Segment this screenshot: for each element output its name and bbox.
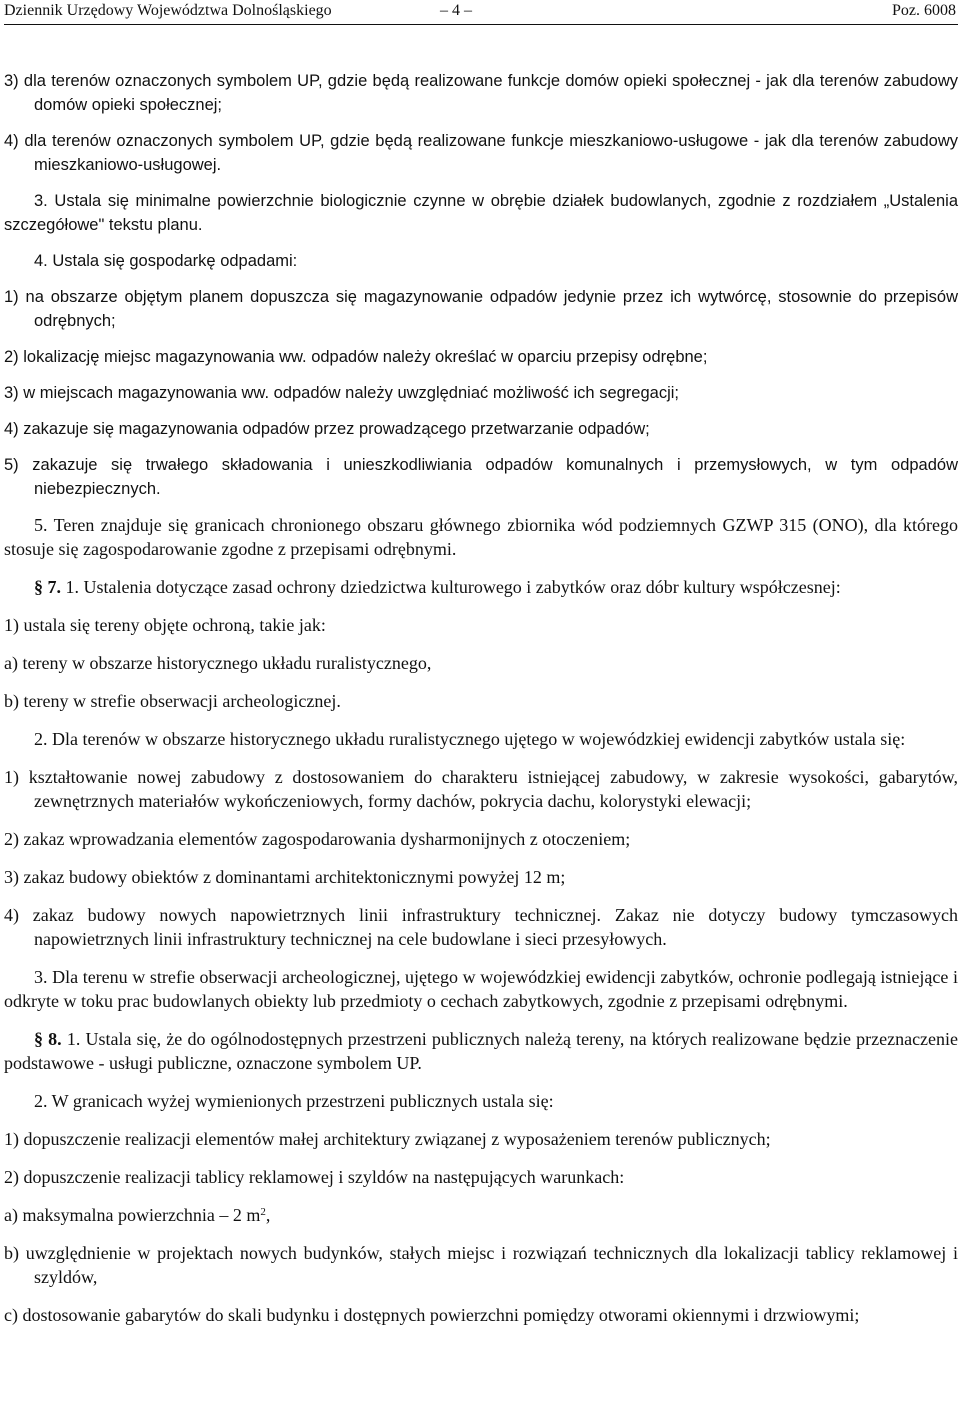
list-item: 1) kształtowanie nowej zabudowy z dostosowaniem do charakteru istniejącej zabudowy, w zakresie wysokości, gabarytów, zewnętrznych materiałów wykończeniowych, formy dachów, pokrycia dachu, kolorystyki elewacji;	[4, 767, 958, 811]
list-subitem: a) tereny w obszarze historycznego układu ruralistycznego,	[4, 653, 432, 673]
position-number: Poz. 6008	[892, 2, 956, 19]
paragraph: 3) dla terenów oznaczonych symbolem UP, gdzie będą realizowane funkcje domów opieki społecznej - jak dla terenów zabudowy domów opieki społecznej;	[4, 72, 958, 114]
list-item: 4) zakazuje się magazynowania odpadów przez prowadzącego przetwarzanie odpadów;	[4, 420, 650, 438]
section-text: 1. Ustalenia dotyczące zasad ochrony dziedzictwa kulturowego i zabytków oraz dóbr kultury współczesnej:	[65, 577, 841, 597]
list-item: 2) dopuszczenie realizacji tablicy reklamowej i szyldów na następujących warunkach:	[4, 1167, 625, 1187]
list-subitem: c) dostosowanie gabarytów do skali budynku i dostępnych powierzchni pomiędzy otworami okiennymi i drzwiowymi;	[4, 1305, 860, 1325]
list-item: 5) zakazuje się trwałego składowania i unieszkodliwiania odpadów komunalnych i przemysłowych, w tym odpadów niebezpiecznych.	[4, 456, 958, 498]
paragraph: 3. Dla terenu w strefie obserwacji archeologicznej, ujętego w wojewódzkiej ewidencji zabytków, ochronie podlegają istniejące i odkryte w toku prac budowlanych obiekty lub przedmioty o cechach zabytkowych, zgodnie z przepisami odrębnymi.	[4, 967, 958, 1011]
section-heading: § 7.	[34, 577, 61, 597]
list-subitem: b) uwzględnienie w projektach nowych budynków, stałych miejsc i rozwiązań technicznych dla lokalizacji tablicy reklamowej i szyldów,	[4, 1243, 958, 1287]
list-item-note: Zakaz nie dotyczy budowy tymczasowych napowietrznych linii infrastruktury technicznej na cele budowlane i sieci przesyłowych.	[34, 905, 958, 949]
punctuation: ,	[265, 1205, 271, 1225]
list-item: 3) w miejscach magazynowania ww. odpadów należy uwzględniać możliwość ich segregacji;	[4, 384, 679, 402]
page-header	[4, 0, 958, 25]
section-text: 1. Ustala się, że do ogólnodostępnych przestrzeni publicznych należą tereny, na których realizowane będzie przeznaczenie podstawowe - usługi publiczne, oznaczone symbolem UP.	[4, 1029, 959, 1073]
paragraph: 2. W granicach wyżej wymienionych przestrzeni publicznych ustala się:	[34, 1091, 554, 1111]
document-body	[4, 25, 958, 1327]
paragraph: 4) dla terenów oznaczonych symbolem UP, gdzie będą realizowane funkcje mieszkaniowo-usługowe - jak dla terenów zabudowy mieszkaniowo-usługowej.	[4, 132, 958, 174]
paragraph: 5. Teren znajduje się granicach chronionego obszaru głównego zbiornika wód podziemnych GZWP 315 (ONO), dla którego stosuje się zagospodarowanie zgodne z przepisami odrębnymi.	[4, 515, 958, 559]
paragraph: 3. Ustala się minimalne powierzchnie biologicznie czynne w obrębie działek budowlanych, zgodnie z rozdziałem „Ustalenia szczegółowe" tekstu planu.	[4, 192, 958, 234]
section-paragraph	[4, 1027, 958, 1075]
list-item: 3) zakaz budowy obiektów z dominantami architektonicznymi powyżej 12 m;	[4, 867, 566, 887]
superscript-exponent: 2	[260, 1206, 266, 1218]
list-item	[4, 903, 958, 951]
journal-title: Dziennik Urzędowy Województwa Dolnośląskiego	[4, 2, 332, 19]
list-subitem	[4, 1203, 958, 1227]
area-limit-text: a) maksymalna powierzchnia – 2 m	[4, 1205, 261, 1225]
list-item-text: 4) zakaz budowy nowych napowietrznych linii infrastruktury technicznej.	[4, 905, 602, 925]
paragraph: 2. Dla terenów w obszarze historycznego układu ruralistycznego ujętego w wojewódzkiej ewidencji zabytków ustala się:	[34, 729, 906, 749]
list-item: 1) na obszarze objętym planem dopuszcza się magazynowanie odpadów jedynie przez ich wytwórcę, stosownie do przepisów odrębnych;	[4, 288, 958, 330]
section-paragraph	[4, 575, 958, 599]
list-item: 2) zakaz wprowadzania elementów zagospodarowania dysharmonijnych z otoczeniem;	[4, 829, 631, 849]
list-item: 1) ustala się tereny objęte ochroną, takie jak:	[4, 615, 326, 635]
list-item: 2) lokalizację miejsc magazynowania ww. odpadów należy określać w oparciu przepisy odrębne;	[4, 348, 708, 366]
list-subitem: b) tereny w strefie obserwacji archeologicznej.	[4, 691, 341, 711]
paragraph: 4. Ustala się gospodarkę odpadami:	[34, 252, 298, 270]
page-number: – 4 –	[440, 2, 472, 19]
section-heading: § 8.	[34, 1029, 62, 1049]
list-item: 1) dopuszczenie realizacji elementów małej architektury związanej z wyposażeniem terenów publicznych;	[4, 1129, 771, 1149]
